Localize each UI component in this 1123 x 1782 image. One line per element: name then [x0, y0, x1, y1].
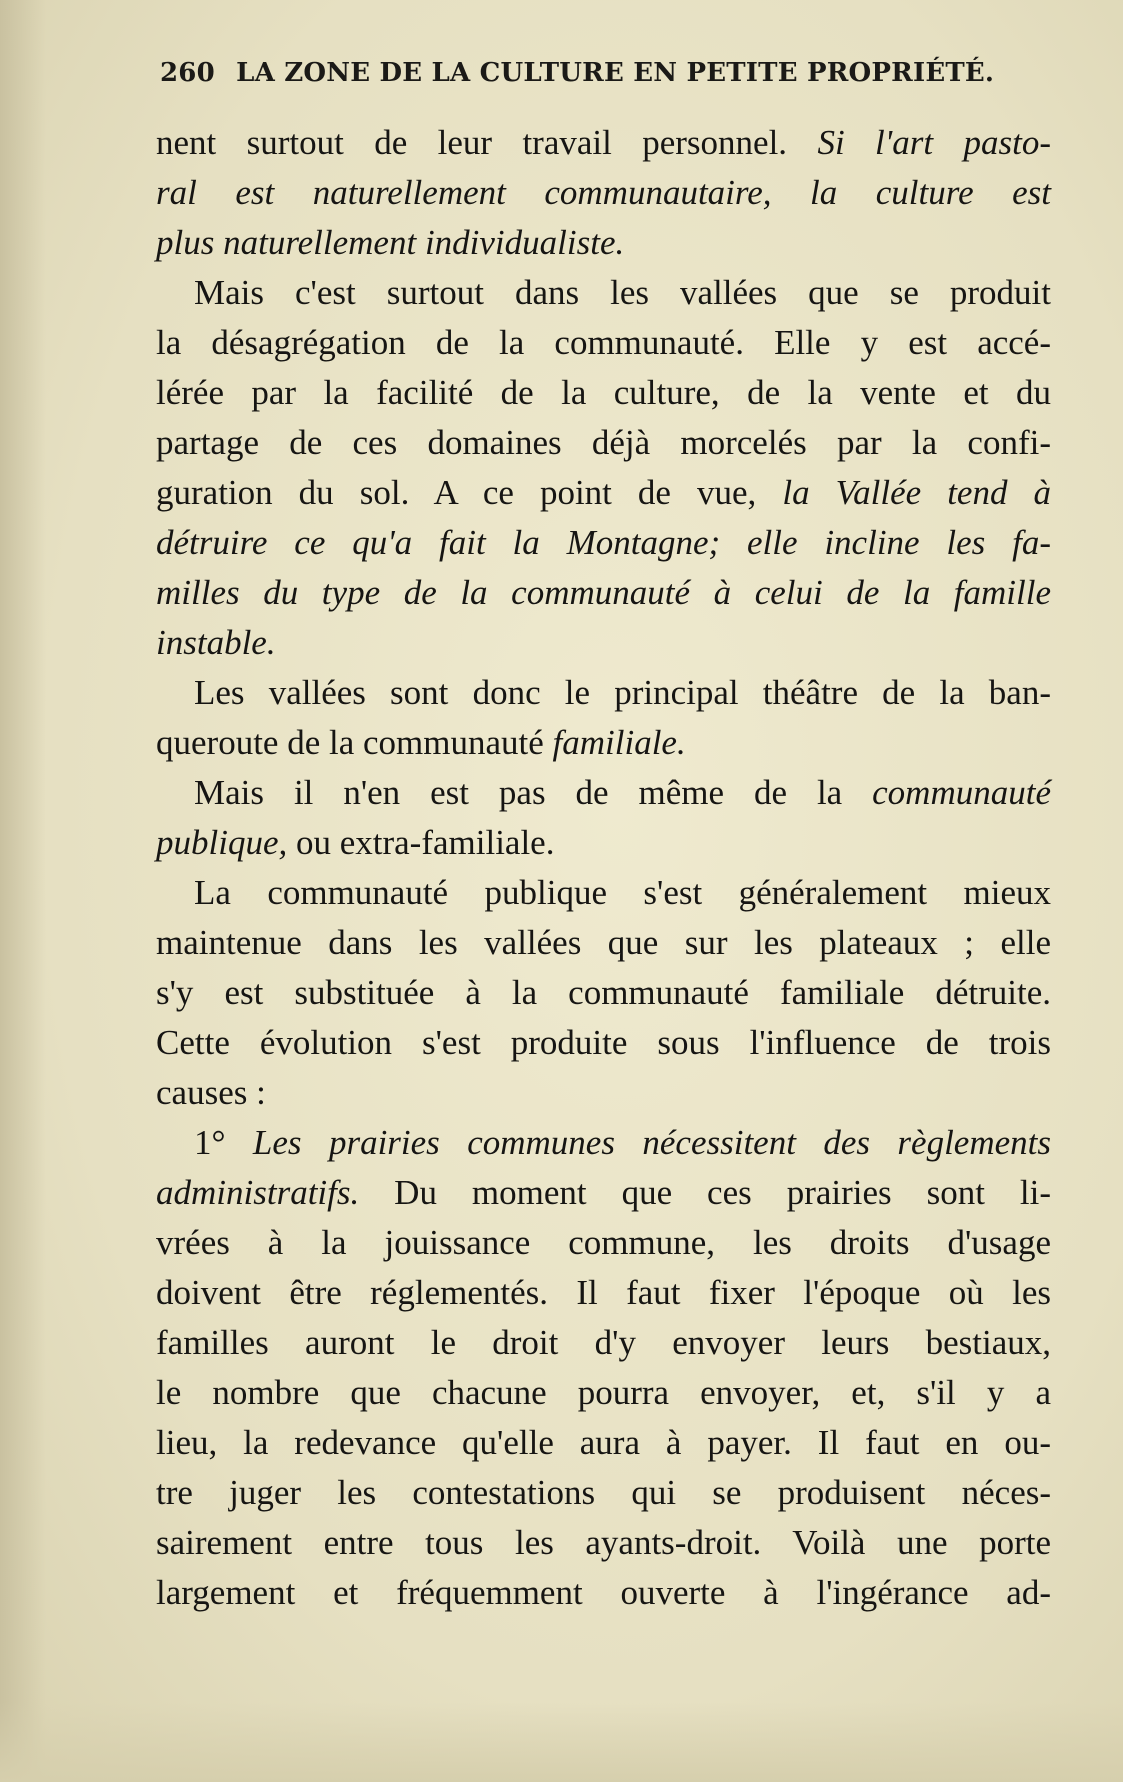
italic-text: milles du type de la communauté à celui de la famille: [156, 573, 1051, 612]
text-span: vrées à la jouissance commune, les droits d'usage: [156, 1223, 1051, 1262]
text-span: doivent être réglementés. Il faut fixer l'époque où les: [156, 1273, 1051, 1312]
text-span: Les vallées sont donc le principal théâtre de la ban-: [194, 673, 1051, 712]
text-span: largement et fréquemment ouverte à l'ingérance ad-: [156, 1573, 1051, 1612]
text-span: guration du sol. A ce point de vue,: [156, 473, 783, 512]
italic-text: publique,: [156, 823, 288, 862]
text-span: Mais c'est surtout dans les vallées que se produit: [194, 273, 1051, 312]
text-span: causes :: [156, 1073, 266, 1112]
text-line: [156, 268, 1051, 318]
text-line: [156, 1268, 1051, 1318]
text-line: [156, 218, 1051, 268]
text-line: [156, 1168, 1051, 1218]
text-span: partage de ces domaines déjà morcelés par la confi-: [156, 423, 1051, 462]
italic-text: plus naturellement individualiste.: [156, 223, 625, 262]
italic-text: Les prairies communes nécessitent des règlements: [252, 1123, 1052, 1162]
text-span: nent surtout de leur travail personnel.: [156, 123, 818, 162]
text-line: [156, 168, 1051, 218]
text-span: le nombre que chacune pourra envoyer, et, s'il y a: [156, 1373, 1051, 1412]
text-line: [156, 1518, 1051, 1568]
italic-text: familiale.: [552, 723, 686, 762]
text-span: Du moment que ces prairies sont li-: [359, 1173, 1051, 1212]
text-span: la désagrégation de la communauté. Elle y est accé-: [156, 323, 1051, 362]
text-span: ou extra-familiale.: [287, 823, 555, 862]
text-line: [156, 1368, 1051, 1418]
text-line: [156, 818, 1051, 868]
text-line: [156, 1018, 1051, 1068]
text-line: [156, 568, 1051, 618]
italic-text: détruire ce qu'a fait la Montagne; elle incline les fa-: [156, 523, 1051, 562]
text-span: tre juger les contestations qui se produisent néces-: [156, 1473, 1051, 1512]
text-span: 1°: [194, 1123, 253, 1162]
italic-text: Si l'art pasto-: [817, 123, 1051, 162]
text-line: [156, 1318, 1051, 1368]
italic-text: ral est naturellement communautaire, la culture est: [156, 173, 1051, 212]
italic-text: administratifs.: [156, 1173, 360, 1212]
text-line: [156, 118, 1051, 168]
text-span: s'y est substituée à la communauté familiale détruite.: [156, 973, 1051, 1012]
text-line: [156, 368, 1051, 418]
text-line: [156, 918, 1051, 968]
italic-text: la Vallée tend à: [782, 473, 1051, 512]
text-line: [156, 1468, 1051, 1518]
text-line: [156, 718, 1051, 768]
page-edge-shadow: [0, 0, 46, 1782]
text-span: La communauté publique s'est généralement mieux: [194, 873, 1051, 912]
text-span: familles auront le droit d'y envoyer leurs bestiaux,: [156, 1323, 1051, 1362]
text-line: [156, 1218, 1051, 1268]
text-line: [156, 318, 1051, 368]
running-title: LA ZONE DE LA CULTURE EN PETITE PROPRIÉTÉ.: [236, 58, 995, 88]
text-span: maintenue dans les vallées que sur les plateaux ; elle: [156, 923, 1051, 962]
text-line: [156, 868, 1051, 918]
text-line: [156, 968, 1051, 1018]
text-line: [156, 518, 1051, 568]
text-line: [156, 1118, 1051, 1168]
text-line: [156, 668, 1051, 718]
running-header: [160, 58, 1040, 88]
text-span: sairement entre tous les ayants-droit. Voilà une porte: [156, 1523, 1051, 1562]
text-span: lérée par la facilité de la culture, de la vente et du: [156, 373, 1051, 412]
italic-text: communauté: [872, 773, 1051, 812]
text-line: [156, 1568, 1051, 1618]
text-line: [156, 468, 1051, 518]
text-span: Cette évolution s'est produite sous l'influence de trois: [156, 1023, 1051, 1062]
text-line: [156, 768, 1051, 818]
page-bottom-shadow: [0, 1702, 1123, 1782]
text-span: lieu, la redevance qu'elle aura à payer. Il faut en ou-: [156, 1423, 1051, 1462]
text-line: [156, 418, 1051, 468]
body-text: [156, 118, 1051, 1618]
text-line: [156, 1418, 1051, 1468]
page-number: 260: [160, 58, 215, 88]
text-span: queroute de la communauté: [156, 723, 553, 762]
italic-text: instable.: [156, 623, 276, 662]
text-span: Mais il n'en est pas de même de la: [194, 773, 873, 812]
text-line: [156, 1068, 1051, 1118]
text-line: [156, 618, 1051, 668]
